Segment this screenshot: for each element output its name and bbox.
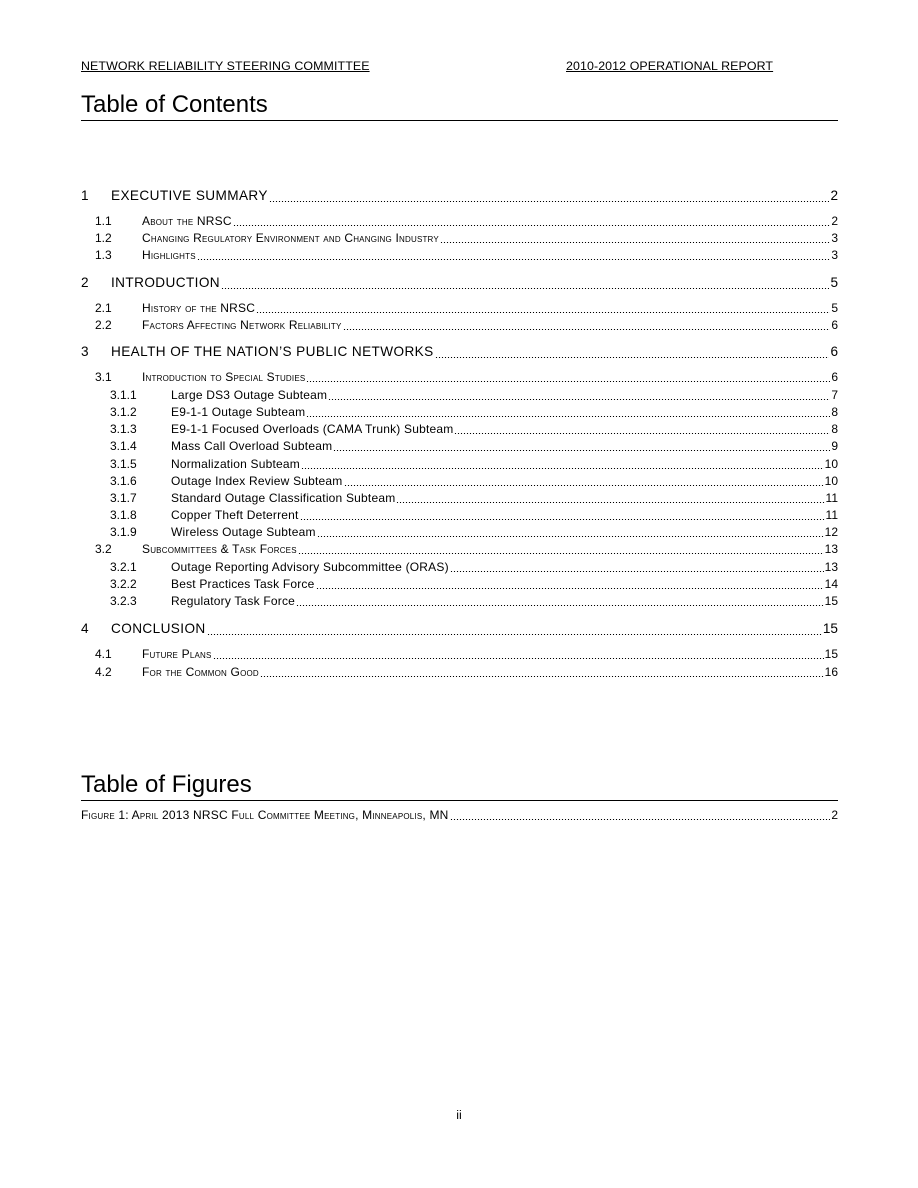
toc-entry-number: 3.1.1 xyxy=(110,388,137,402)
toc-entry-number: 3 xyxy=(81,344,89,359)
toc-entry-level-1[interactable] xyxy=(81,188,838,205)
toc-entry-level-2[interactable] xyxy=(95,370,838,385)
toc-entry-number: 3.2.3 xyxy=(110,594,137,608)
toc-entry-number: 1.3 xyxy=(95,248,112,262)
toc-entry-level-2[interactable] xyxy=(95,665,838,680)
entry-title[interactable]: Introduction to Special Studies xyxy=(142,370,306,384)
toc-entry-level-3[interactable] xyxy=(110,508,838,523)
running-header xyxy=(81,59,838,75)
entry-title[interactable]: E9-1-1 Focused Overloads (CAMA Trunk) Subteam xyxy=(171,422,454,436)
entry-page-number: 8 xyxy=(831,405,838,419)
entry-page-number: 6 xyxy=(830,344,838,359)
dot-leader xyxy=(440,242,830,243)
toc-entry-number: 4.1 xyxy=(95,647,112,661)
dot-leader xyxy=(306,381,830,382)
dot-leader xyxy=(213,658,824,659)
toc-entry-number: 3.2.2 xyxy=(110,577,137,591)
entry-title[interactable]: E9-1-1 Outage Subteam xyxy=(171,405,306,419)
header-report-title: 2010-2012 OPERATIONAL REPORT xyxy=(566,59,774,73)
toc-entry-number: 2.2 xyxy=(95,318,112,332)
entry-title[interactable]: HEALTH OF THE NATION’S PUBLIC NETWORKS xyxy=(111,344,434,359)
entry-page-number: 10 xyxy=(824,457,838,471)
entry-page-number: 2 xyxy=(831,214,838,228)
entry-title[interactable]: CONCLUSION xyxy=(111,621,206,636)
toc-entry-number: 3.1.7 xyxy=(110,491,137,505)
dot-leader xyxy=(197,259,831,260)
entry-page-number: 16 xyxy=(824,665,838,679)
entry-page-number: 14 xyxy=(824,577,838,591)
entry-page-number: 5 xyxy=(831,301,838,315)
entry-page-number: 15 xyxy=(822,621,838,636)
dot-leader xyxy=(316,588,824,589)
toc-entry-level-2[interactable] xyxy=(95,214,838,229)
toc-heading: Table of Contents xyxy=(81,92,838,121)
entry-title[interactable]: Mass Call Overload Subteam xyxy=(171,439,333,453)
entry-title[interactable]: Large DS3 Outage Subteam xyxy=(171,388,328,402)
entry-title[interactable]: About the NRSC xyxy=(142,214,232,228)
toc-entry-level-1[interactable] xyxy=(81,344,838,361)
toc-entry-level-3[interactable] xyxy=(110,594,838,609)
toc-entry-number: 3.2.1 xyxy=(110,560,137,574)
toc-entry-level-2[interactable] xyxy=(95,647,838,662)
entry-title[interactable]: Subcommittees & Task Forces xyxy=(142,542,297,556)
entry-page-number: 3 xyxy=(831,231,838,245)
toc-entry-level-2[interactable] xyxy=(95,318,838,333)
toc-entry-level-2[interactable] xyxy=(95,231,838,246)
dot-leader xyxy=(301,468,824,469)
entry-page-number: 12 xyxy=(824,525,838,539)
toc-entry-level-1[interactable] xyxy=(81,275,838,292)
toc-entry-level-3[interactable] xyxy=(110,439,838,454)
toc-entry-level-3[interactable] xyxy=(110,491,838,506)
entry-page-number: 3 xyxy=(831,248,838,262)
entry-page-number: 11 xyxy=(825,491,838,505)
entry-page-number: 6 xyxy=(831,370,838,384)
toc-entry-number: 4.2 xyxy=(95,665,112,679)
entry-title[interactable]: Highlights xyxy=(142,248,196,262)
entry-page-number: 15 xyxy=(824,647,838,661)
dot-leader xyxy=(260,676,824,677)
toc-entry-number: 3.1.6 xyxy=(110,474,137,488)
dot-leader xyxy=(306,416,830,417)
toc-entry-number: 1.1 xyxy=(95,214,112,228)
entry-title[interactable]: Future Plans xyxy=(142,647,212,661)
toc-entry-number: 1.2 xyxy=(95,231,112,245)
entry-title[interactable]: Outage Reporting Advisory Subcommittee (ORAS) xyxy=(171,560,449,574)
entry-title[interactable]: Standard Outage Classification Subteam xyxy=(171,491,396,505)
entry-title[interactable]: Outage Index Review Subteam xyxy=(171,474,343,488)
toc-entry-number: 3.1 xyxy=(95,370,112,384)
entry-page-number: 2 xyxy=(831,808,838,822)
dot-leader xyxy=(221,288,829,289)
toc-entry-level-1[interactable] xyxy=(81,621,838,638)
dot-leader xyxy=(333,450,830,451)
toc-entry-number: 3.1.8 xyxy=(110,508,137,522)
dot-leader xyxy=(450,571,824,572)
dot-leader xyxy=(233,225,831,226)
toc-entry-number: 2.1 xyxy=(95,301,112,315)
toc-entry-number: 3.2 xyxy=(95,542,112,556)
dot-leader xyxy=(396,502,824,503)
tof-heading: Table of Figures xyxy=(81,772,838,801)
dot-leader xyxy=(256,312,830,313)
dot-leader xyxy=(454,433,830,434)
toc-entry-number: 3.1.9 xyxy=(110,525,137,539)
entry-page-number: 11 xyxy=(825,508,838,522)
toc-entry-number: 3.1.3 xyxy=(110,422,137,436)
entry-title[interactable]: Changing Regulatory Environment and Changing Industry xyxy=(142,231,439,245)
toc-entry-level-3[interactable] xyxy=(110,405,838,420)
entry-title[interactable]: EXECUTIVE SUMMARY xyxy=(111,188,268,203)
dot-leader xyxy=(296,605,824,606)
toc-entry-level-3[interactable] xyxy=(110,388,838,403)
dot-leader xyxy=(298,553,824,554)
toc-entry-level-3[interactable] xyxy=(110,560,838,575)
toc-entry-number: 4 xyxy=(81,621,89,636)
toc-entry-number: 2 xyxy=(81,275,89,290)
entry-page-number: 2 xyxy=(830,188,838,203)
dot-leader xyxy=(207,634,822,635)
toc-entry-number: 1 xyxy=(81,188,89,203)
dot-leader xyxy=(450,819,831,820)
toc-entry-number: 3.1.5 xyxy=(110,457,137,471)
entry-page-number: 9 xyxy=(831,439,838,453)
entry-page-number: 15 xyxy=(824,594,838,608)
entry-page-number: 5 xyxy=(830,275,838,290)
entry-page-number: 6 xyxy=(831,318,838,332)
dot-leader xyxy=(300,519,825,520)
entry-page-number: 10 xyxy=(824,474,838,488)
entry-title[interactable]: Normalization Subteam xyxy=(171,457,300,471)
dot-leader xyxy=(328,399,830,400)
toc-entry-level-3[interactable] xyxy=(110,577,838,592)
entry-title[interactable]: Factors Affecting Network Reliability xyxy=(142,318,342,332)
toc-entry-level-2[interactable] xyxy=(95,248,838,263)
entry-title[interactable]: For the Common Good xyxy=(142,665,259,679)
dot-leader xyxy=(269,201,830,202)
dot-leader xyxy=(343,329,831,330)
entry-page-number: 8 xyxy=(831,422,838,436)
figure-entry[interactable] xyxy=(81,808,838,823)
entry-title[interactable]: History of the NRSC xyxy=(142,301,256,315)
toc-entry-number: 3.1.4 xyxy=(110,439,137,453)
entry-title[interactable]: INTRODUCTION xyxy=(111,275,221,290)
entry-title[interactable]: Regulatory Task Force xyxy=(171,594,296,608)
page-number: ii xyxy=(456,1108,462,1122)
entry-title[interactable]: Copper Theft Deterrent xyxy=(171,508,299,522)
toc-entry-level-3[interactable] xyxy=(110,457,838,472)
toc-entry-level-2[interactable] xyxy=(95,301,838,316)
entry-page-number: 7 xyxy=(831,388,838,402)
entry-title[interactable]: Figure 1: April 2013 NRSC Full Committee Meeting, Minneapolis, MN xyxy=(81,808,449,822)
toc-entry-level-3[interactable] xyxy=(110,525,838,540)
header-organization: NETWORK RELIABILITY STEERING COMMITTEE xyxy=(81,59,370,73)
dot-leader xyxy=(344,485,824,486)
toc-entry-level-3[interactable] xyxy=(110,422,838,437)
toc-entry-level-3[interactable] xyxy=(110,474,838,489)
entry-page-number: 13 xyxy=(824,560,838,574)
toc-entry-level-2[interactable] xyxy=(95,542,838,557)
entry-page-number: 13 xyxy=(824,542,838,556)
dot-leader xyxy=(435,357,830,358)
dot-leader xyxy=(317,536,824,537)
entry-title[interactable]: Best Practices Task Force xyxy=(171,577,315,591)
toc-entry-number: 3.1.2 xyxy=(110,405,137,419)
entry-title[interactable]: Wireless Outage Subteam xyxy=(171,525,316,539)
